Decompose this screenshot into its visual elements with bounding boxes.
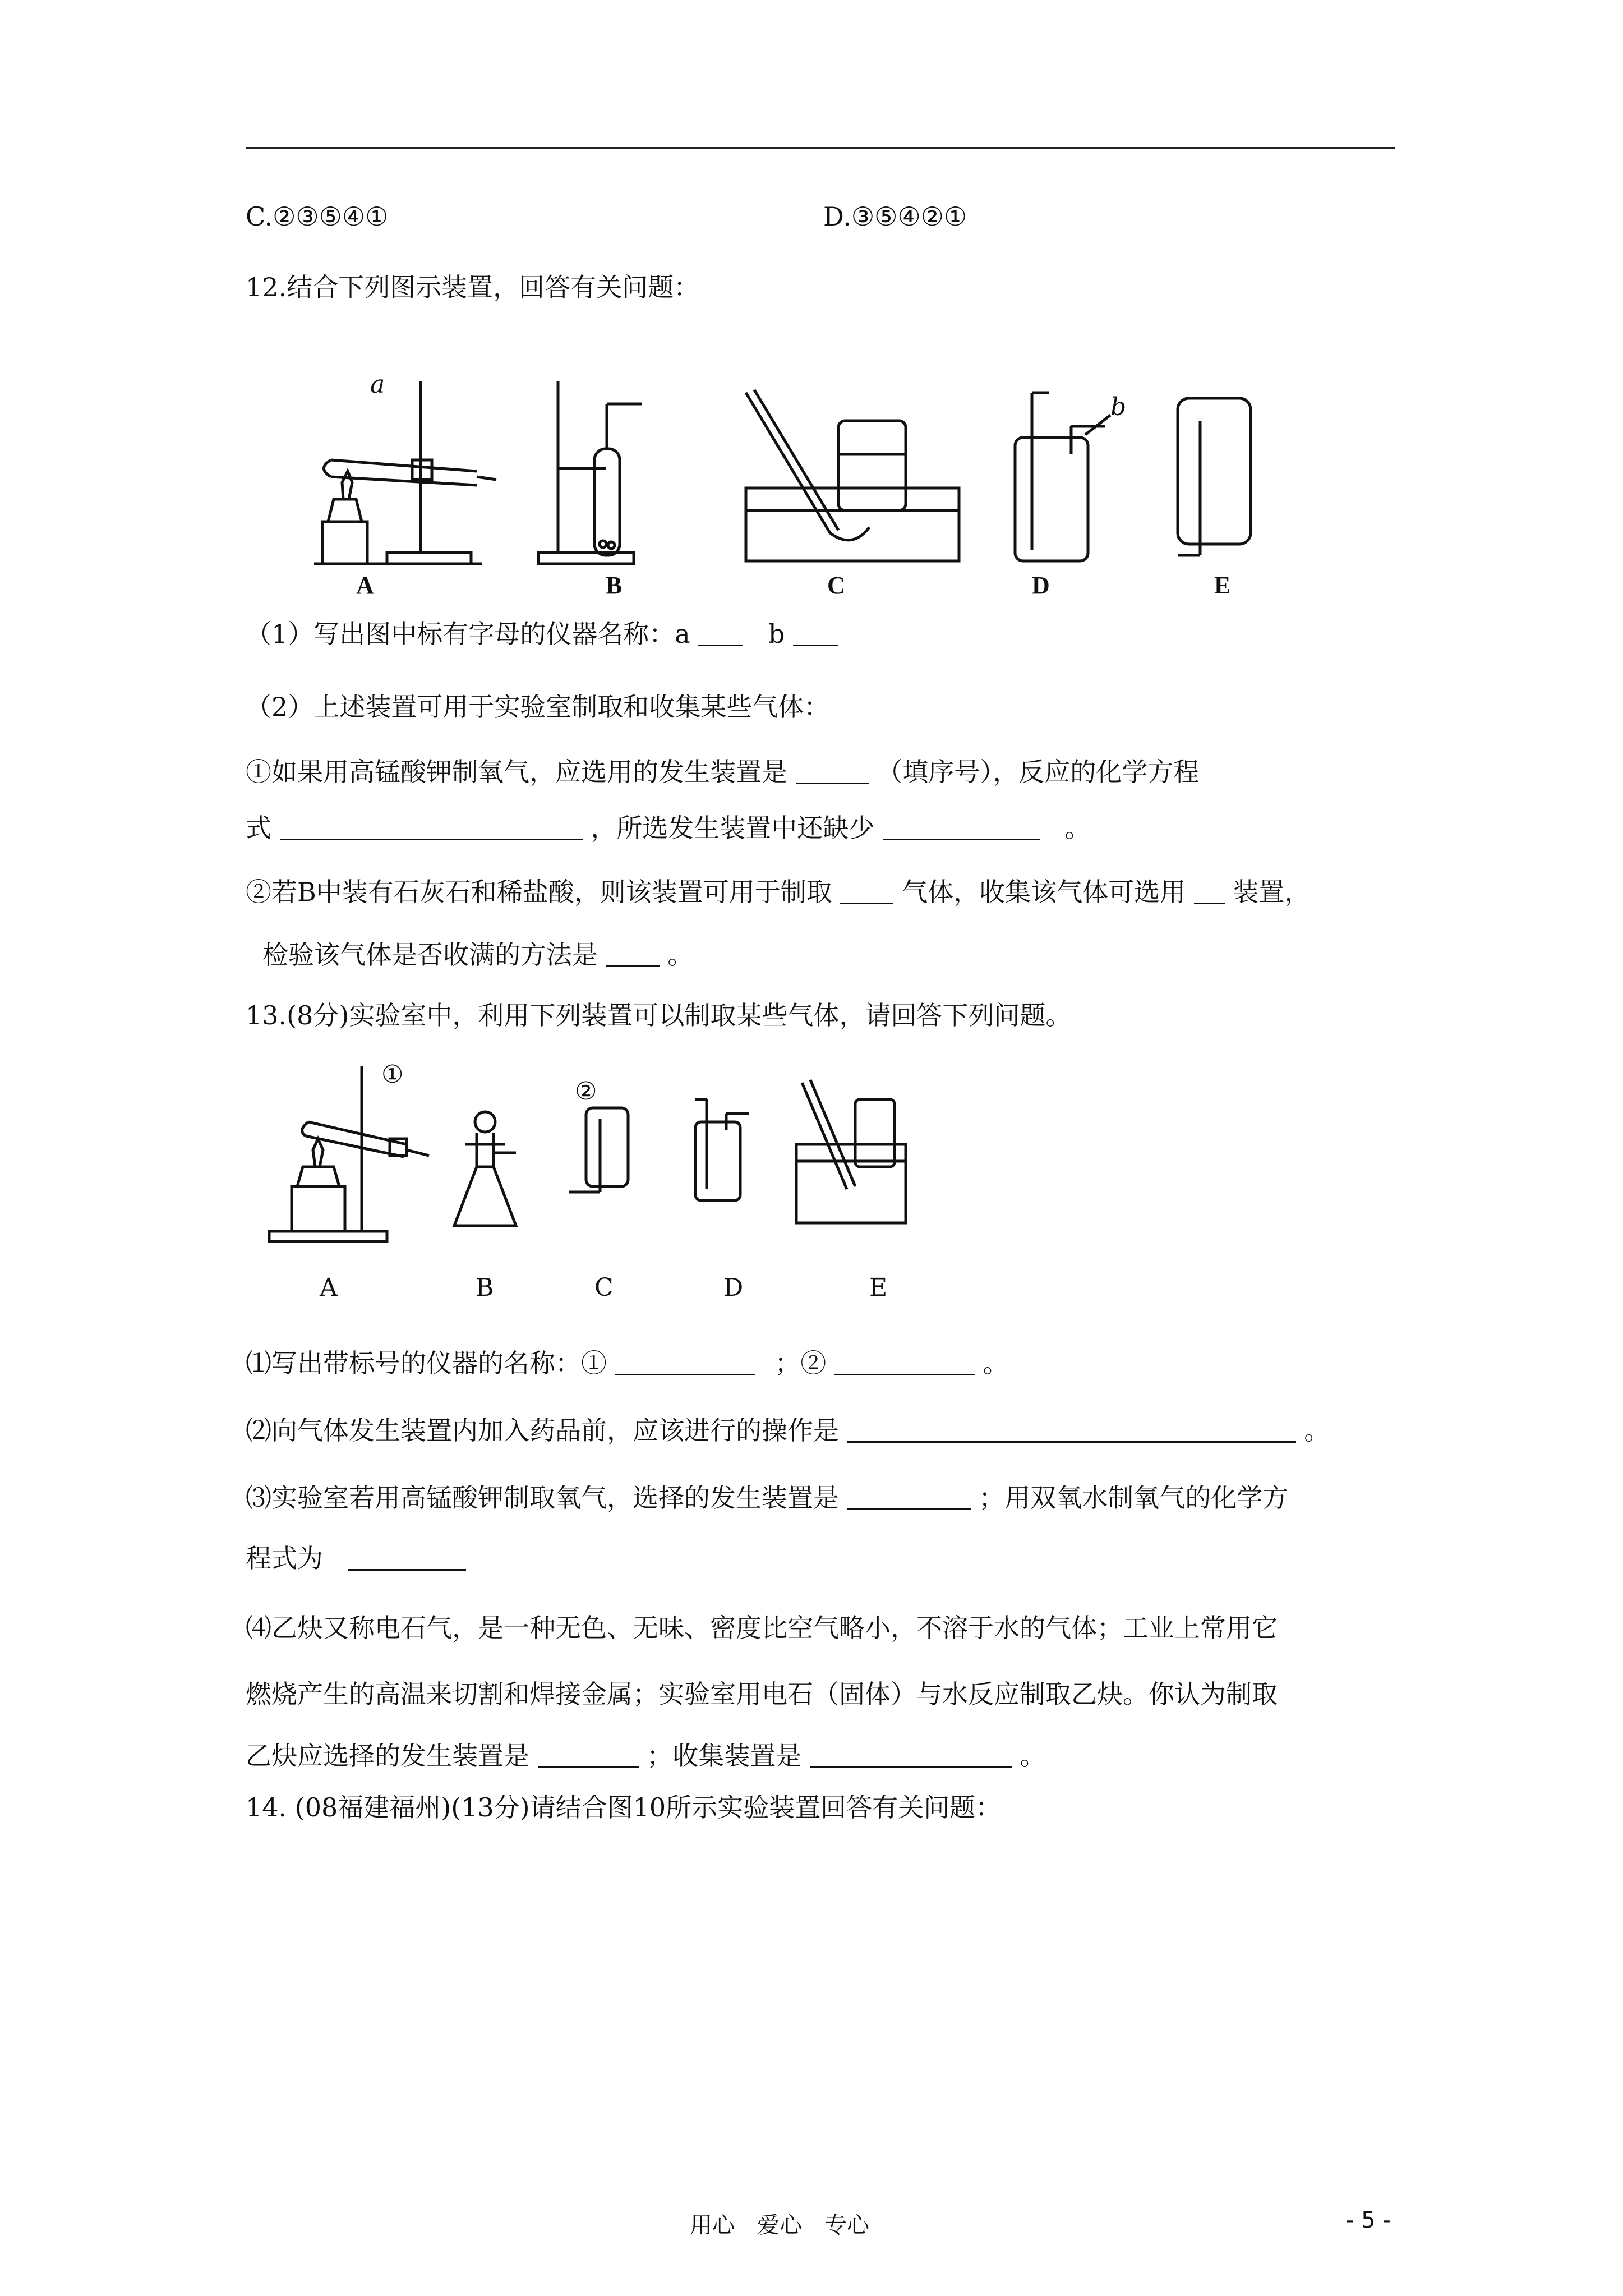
text-run: 。 bbox=[1304, 1415, 1330, 1446]
option-c: C.②③⑤④① bbox=[246, 201, 389, 232]
q13-stem: 13.(8分)实验室中，利用下列装置可以制取某些气体，请回答下列问题。 bbox=[246, 1000, 1072, 1030]
text-run: 。 bbox=[667, 940, 694, 970]
q12-part1-mid: b bbox=[768, 619, 785, 649]
answer-blank[interactable] bbox=[615, 1348, 755, 1375]
answer-blank[interactable] bbox=[847, 1415, 1296, 1443]
text-run: ；用双氧水制氧气的化学方 bbox=[979, 1483, 1289, 1513]
text-run: 。 bbox=[983, 1348, 1009, 1378]
text-run: （填序号），反应的化学方程 bbox=[877, 757, 1200, 787]
q12-mark-b: b bbox=[1110, 393, 1127, 421]
q12-apparatus-figure bbox=[303, 370, 1312, 599]
q13-part3-line1 bbox=[246, 1481, 1288, 1515]
q13-part1 bbox=[246, 1346, 1009, 1380]
q13-label-c: C bbox=[594, 1273, 614, 1302]
text-run: 检验该气体是否收满的方法是 bbox=[262, 940, 598, 970]
option-d: D.③⑤④②① bbox=[823, 201, 967, 232]
q12-label-b: B bbox=[606, 572, 623, 599]
q12-label-d: D bbox=[1032, 572, 1050, 599]
answer-blank[interactable] bbox=[793, 619, 838, 646]
text-run: ；② bbox=[774, 1348, 827, 1378]
text-run: ；收集装置是 bbox=[647, 1741, 802, 1771]
q12-label-c: C bbox=[827, 572, 845, 599]
q12-part1-text: （1）写出图中标有字母的仪器名称：a bbox=[246, 619, 690, 649]
q13-label-b: B bbox=[476, 1273, 494, 1302]
text-run: 。 bbox=[1064, 813, 1091, 843]
q13-part4-line3 bbox=[246, 1739, 1046, 1773]
q12-part1 bbox=[246, 617, 838, 651]
q13-apparatus-figure bbox=[264, 1060, 925, 1302]
q12-part2-2-line2 bbox=[262, 938, 693, 972]
q13-label-a: A bbox=[320, 1273, 338, 1302]
answer-blank[interactable] bbox=[834, 1348, 975, 1375]
text-run: 程式为 bbox=[246, 1543, 323, 1573]
answer-blank[interactable] bbox=[1194, 877, 1225, 904]
q13-part4-line2: 燃烧产生的高温来切割和焊接金属；实验室用电石（固体）与水反应制取乙炔。你认为制取 bbox=[246, 1679, 1278, 1709]
q13-part2 bbox=[246, 1414, 1330, 1447]
text-run: ⑵向气体发生装置内加入药品前，应该进行的操作是 bbox=[246, 1415, 839, 1446]
q13-part4-line1: ⑷乙炔又称电石气，是一种无色、无味、密度比空气略小，不溶于水的气体；工业上常用它 bbox=[246, 1613, 1278, 1643]
q13-part3-line2 bbox=[246, 1542, 466, 1575]
answer-blank[interactable] bbox=[883, 813, 1040, 840]
answer-blank[interactable] bbox=[847, 1483, 971, 1510]
q12-mark-a: a bbox=[370, 370, 385, 399]
text-run: 式 bbox=[246, 813, 271, 843]
q13-mark-two: ② bbox=[575, 1077, 597, 1106]
answer-blank[interactable] bbox=[698, 619, 743, 646]
text-run: 气体，收集该气体可选用 bbox=[902, 877, 1186, 907]
q12-stem: 12.结合下列图示装置，回答有关问题： bbox=[246, 272, 700, 302]
text-run: ⑴写出带标号的仪器的名称：① bbox=[246, 1348, 607, 1378]
text-run: ①如果用高锰酸钾制氧气，应选用的发生装置是 bbox=[246, 757, 787, 787]
text-run: 。 bbox=[1020, 1741, 1046, 1771]
q14-stem: 14. (08福建福州)(13分)请结合图10所示实验装置回答有关问题： bbox=[246, 1792, 1002, 1823]
q12-part2-2-line1 bbox=[246, 875, 1310, 909]
answer-blank[interactable] bbox=[348, 1543, 466, 1571]
text-run: ②若B中装有石灰石和稀盐酸，则该装置可用于制取 bbox=[246, 877, 832, 907]
q12-part2-1-line2 bbox=[246, 811, 1091, 845]
answer-blank[interactable] bbox=[796, 757, 869, 784]
q13-label-e: E bbox=[869, 1273, 888, 1302]
answer-blank[interactable] bbox=[810, 1741, 1012, 1768]
q12-label-a: A bbox=[356, 572, 374, 599]
text-run: ⑶实验室若用高锰酸钾制取氧气，选择的发生装置是 bbox=[246, 1483, 839, 1513]
answer-blank[interactable] bbox=[538, 1741, 639, 1768]
q12-label-e: E bbox=[1214, 572, 1231, 599]
q12-part2: （2）上述装置可用于实验室制取和收集某些气体： bbox=[246, 692, 830, 722]
page-number: - 5 - bbox=[1346, 2207, 1391, 2233]
answer-blank[interactable] bbox=[840, 877, 893, 904]
q13-mark-one: ① bbox=[381, 1060, 404, 1089]
text-run: 乙炔应选择的发生装置是 bbox=[246, 1741, 529, 1771]
answer-blank[interactable] bbox=[280, 813, 583, 840]
text-run: 装置， bbox=[1233, 877, 1311, 907]
answer-blank[interactable] bbox=[606, 940, 660, 967]
q12-part2-1-line1 bbox=[246, 755, 1199, 789]
text-run: ，所选发生装置中还缺少 bbox=[591, 813, 875, 843]
footer-slogan: 用心 爱心 专心 bbox=[690, 2212, 869, 2238]
q12-apparatus-drawing bbox=[303, 370, 1312, 572]
q13-label-d: D bbox=[723, 1273, 744, 1302]
header-rule bbox=[246, 147, 1395, 149]
